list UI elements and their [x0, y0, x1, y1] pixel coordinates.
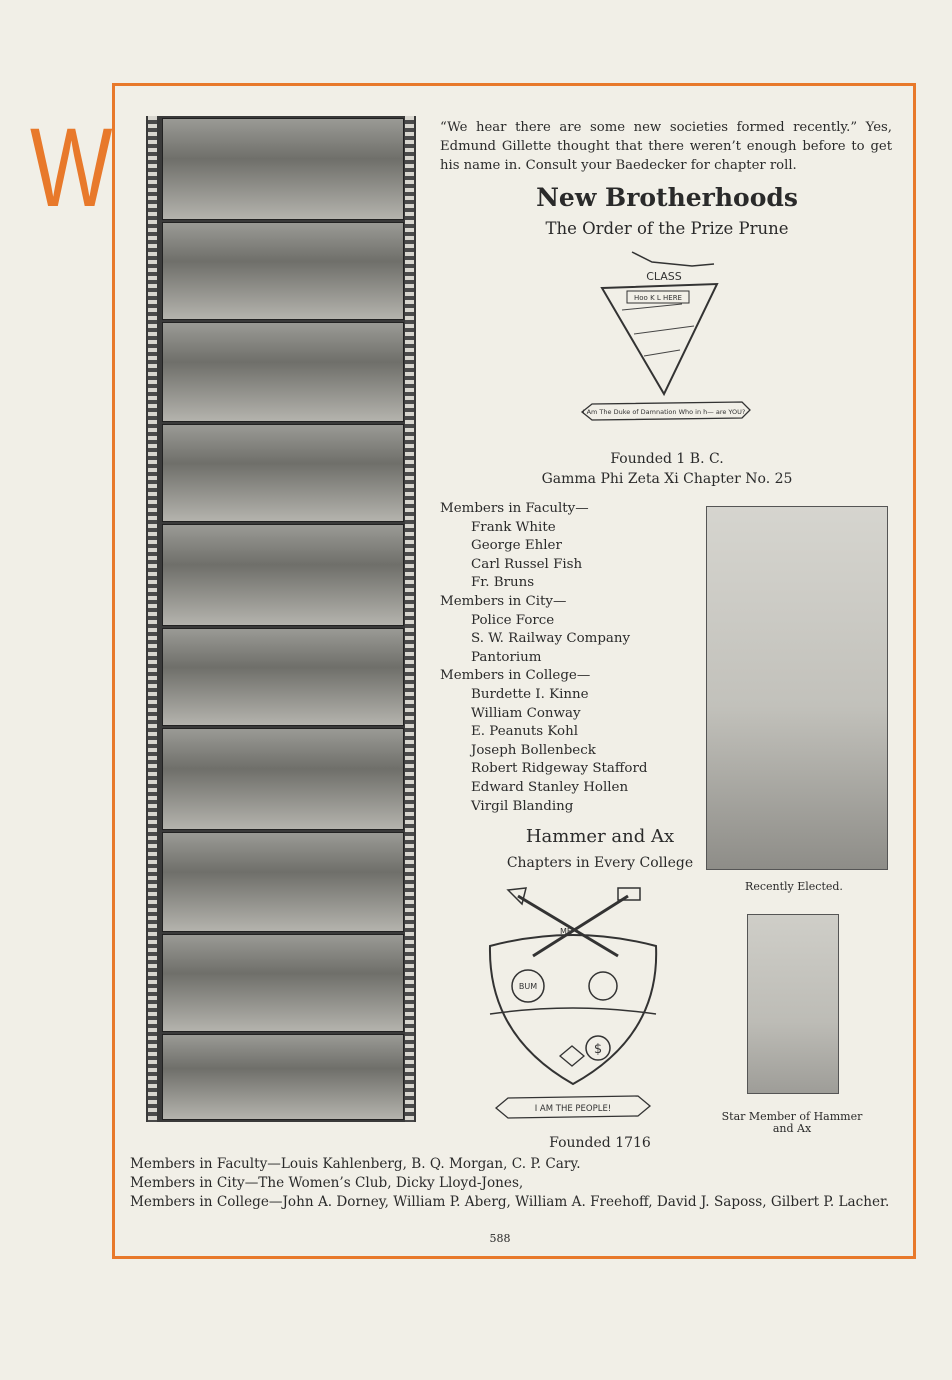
- film-frame-photo: [162, 934, 404, 1032]
- member-name: Robert Ridgeway Stafford: [471, 761, 648, 777]
- intro-paragraph: “We hear there are some new societies formed recently.” Yes, Edmund Gillette thought that there weren’t enough before to get his name in. Consult your Baedecker for chapter roll.: [440, 120, 892, 173]
- members-heading: Members in College—: [440, 668, 591, 684]
- film-perforations-left: [148, 116, 157, 1122]
- founded-date-hammer: Founded 1716: [549, 1135, 651, 1151]
- crest2-top-text: ME: [560, 927, 572, 936]
- member-name: Pantorium: [471, 649, 542, 665]
- crest2-bag-text: BUM: [518, 982, 538, 991]
- hammer-members-line: Members in City—The Women’s Club, Dicky Lloyd-Jones,: [130, 1175, 524, 1191]
- members-heading: Members in Faculty—: [440, 501, 589, 516]
- photo-filmstrip: [146, 116, 416, 1122]
- members-heading: Members in City—: [440, 593, 567, 609]
- hammer-ax-subtitle: Chapters in Every College: [506, 855, 694, 871]
- crest-plate-text: Hoo K L HERE: [634, 294, 682, 302]
- prize-prune-crest-icon: [572, 244, 752, 434]
- member-name: S. W. Railway Company: [471, 631, 631, 647]
- film-perforations-right: [405, 116, 414, 1122]
- member-name: Edward Stanley Hollen: [471, 779, 629, 795]
- member-name: Frank White: [471, 519, 556, 535]
- film-frame-photo: [162, 222, 404, 320]
- drop-cap-initial: W: [30, 105, 113, 230]
- member-name: Fr. Bruns: [471, 575, 535, 591]
- caption-star-member: Star Member of Hammer and Ax: [721, 1110, 863, 1135]
- member-name: William Conway: [471, 705, 581, 721]
- hammer-members-list: [130, 1155, 890, 1212]
- page-title: New Brotherhoods: [536, 183, 798, 212]
- film-frame-photo: [162, 322, 404, 422]
- founded-date-prune: [430, 449, 904, 489]
- member-name: Police Force: [471, 612, 555, 628]
- founded-prune-line: Founded 1 B. C.: [610, 451, 724, 467]
- hammer-members-line: Members in College—John A. Dorney, William P. Aberg, William A. Freehoff, David J. Saposs, Gilbert P. Lacher.: [130, 1194, 890, 1210]
- member-name: Joseph Bollenbeck: [471, 742, 596, 758]
- film-frame-photo: [162, 1034, 404, 1120]
- member-name: E. Peanuts Kohl: [471, 724, 578, 740]
- caption-recently-elected: Recently Elected.: [745, 880, 843, 893]
- crest2-banner-text: I AM THE PEOPLE!: [534, 1104, 612, 1114]
- crest-top-text: CLASS: [646, 270, 682, 283]
- member-name: George Ehler: [471, 538, 562, 554]
- hammer-ax-crest-icon: [478, 886, 668, 1126]
- film-frame-photo: [162, 832, 404, 932]
- section-subtitle: The Order of the Prize Prune: [545, 219, 789, 238]
- photo-recently-elected: [706, 506, 888, 870]
- crest2-dollar-text: $: [593, 1042, 603, 1057]
- member-name: Burdette I. Kinne: [471, 686, 589, 702]
- hammer-ax-title: Hammer and Ax: [525, 826, 675, 847]
- hammer-members-line: Members in Faculty—Louis Kahlenberg, B. Q. Morgan, C. P. Cary.: [130, 1156, 581, 1172]
- film-frame-photo: [162, 424, 404, 522]
- member-name: Carl Russel Fish: [471, 556, 583, 572]
- film-frame-photo: [162, 118, 404, 220]
- chapter-name: Gamma Phi Zeta Xi Chapter No. 25: [541, 471, 793, 487]
- film-frame-photo: [162, 728, 404, 830]
- member-name: Virgil Blanding: [471, 798, 574, 814]
- crest-banner-text: I Am The Duke of Damnation Who in h— are YOU?: [582, 408, 746, 416]
- members-list: [440, 500, 647, 816]
- page-number: 588: [489, 1232, 511, 1245]
- photo-star-member: [747, 914, 839, 1094]
- film-frame-photo: [162, 628, 404, 726]
- film-frame-photo: [162, 524, 404, 626]
